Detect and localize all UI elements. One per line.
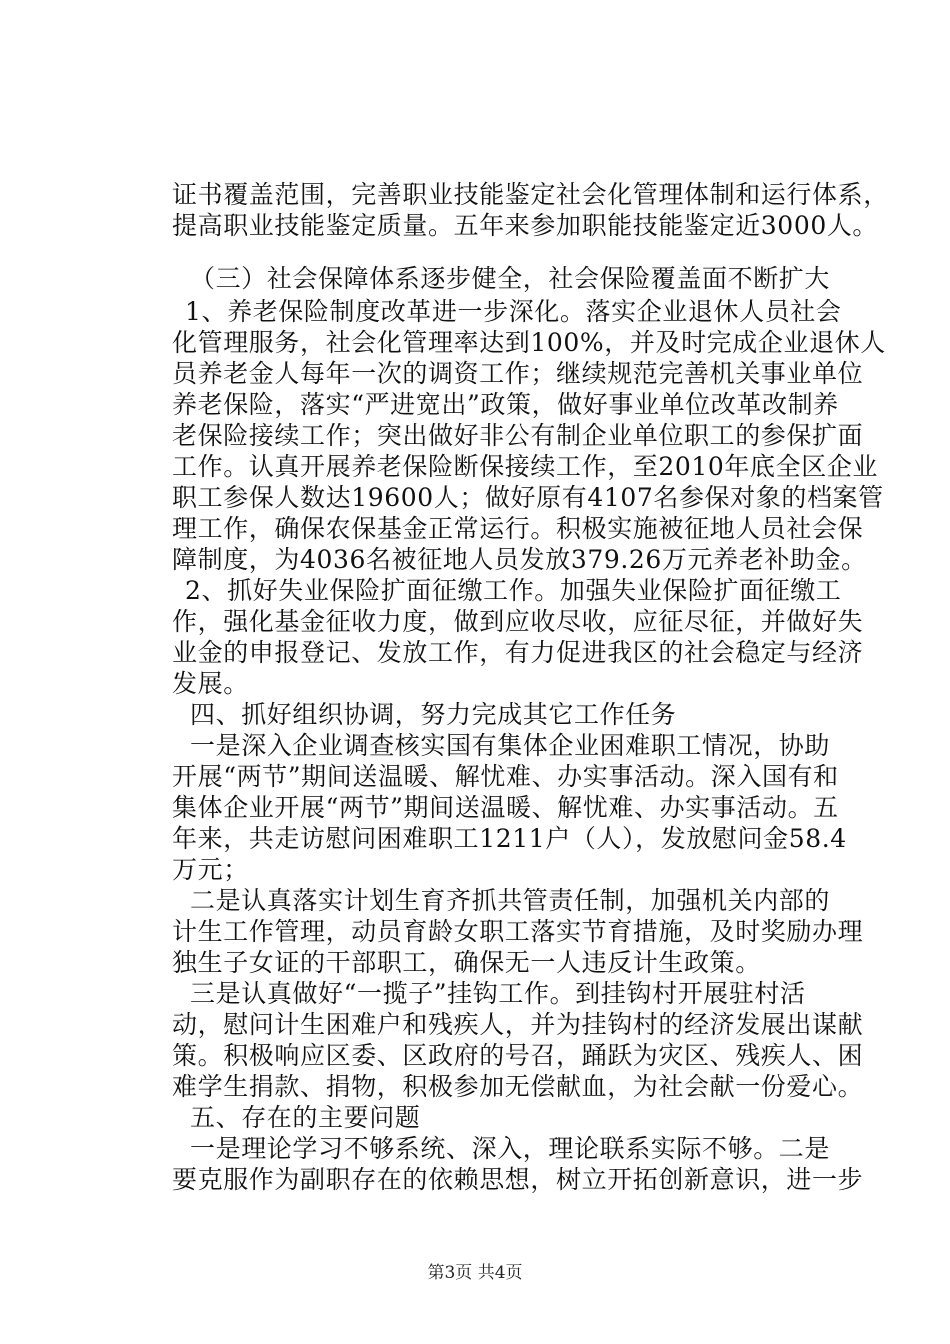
text-line: 1、养老保险制度改革进一步深化。落实企业退休人员社会 [185, 297, 842, 326]
page-number: 第3页 共4页 [427, 1263, 523, 1283]
text-line: 策。积极响应区委、区政府的号召，踊跃为灾区、残疾人、困 [172, 1041, 864, 1070]
text-line: 发展。 [172, 669, 249, 698]
text-line: 养老保险，落实“严进宽出”政策，做好事业单位改革改制养 [172, 390, 839, 419]
text-line: 年来，共走访慰问困难职工1211户（人），发放慰问金58.4 [172, 824, 847, 853]
text-line: 员养老金人每年一次的调资工作；继续规范完善机关事业单位 [172, 359, 864, 388]
text-line: 障制度，为4036名被征地人员发放379.26万元养老补助金。 [172, 545, 867, 574]
text-line: 集体企业开展“两节”期间送温暖、解忧难、办实事活动。五 [172, 793, 839, 822]
text-line: 职工参保人数达19600人；做好原有4107名参保对象的档案管 [172, 483, 884, 512]
text-line: 计生工作管理，动员育龄女职工落实节育措施，及时奖励办理 [172, 917, 864, 946]
text-line: 二是认真落实计划生育齐抓共管责任制，加强机关内部的 [190, 886, 831, 915]
text-line: 化管理服务，社会化管理率达到100%，并及时完成企业退休人 [172, 328, 886, 357]
section-heading: 四、抓好组织协调，努力完成其它工作任务 [190, 700, 677, 729]
text-line: 开展“两节”期间送温暖、解忧难、办实事活动。深入国有和 [172, 762, 839, 791]
text-line: 难学生捐款、捐物，积极参加无偿献血，为社会献一份爱心。 [172, 1072, 864, 1101]
text-line: 一是理论学习不够系统、深入，理论联系实际不够。二是 [190, 1134, 831, 1163]
text-line: 动，慰问计生困难户和残疾人，并为挂钩村的经济发展出谋献 [172, 1010, 864, 1039]
text-line: 理工作，确保农保基金正常运行。积极实施被征地人员社会保 [172, 514, 864, 543]
text-line: 工作。认真开展养老保险断保接续工作，至2010年底全区企业 [172, 452, 879, 481]
text-line: 提高职业技能鉴定质量。五年来参加职能技能鉴定近3000人。 [172, 211, 879, 240]
text-line: 证书覆盖范围，完善职业技能鉴定社会化管理体制和运行体系， [172, 180, 889, 209]
text-line: 要克服作为副职存在的依赖思想，树立开拓创新意识，进一步 [172, 1165, 864, 1194]
text-line: 老保险接续工作；突出做好非公有制企业单位职工的参保扩面 [172, 421, 864, 450]
text-line: 万元； [172, 855, 249, 884]
section-heading: （三）社会保障体系逐步健全，社会保险覆盖面不断扩大 [190, 264, 831, 293]
text-line: 三是认真做好“一揽子”挂钩工作。到挂钩村开展驻村活 [190, 979, 806, 1008]
text-line: 作，强化基金征收力度，做到应收尽收，应征尽征，并做好失 [172, 607, 864, 636]
text-line: 一是深入企业调查核实国有集体企业困难职工情况，协助 [190, 731, 831, 760]
text-line: 业金的申报登记、发放工作，有力促进我区的社会稳定与经济 [172, 638, 864, 667]
section-heading: 五、存在的主要问题 [190, 1103, 421, 1132]
text-line: 独生子女证的干部职工，确保无一人违反计生政策。 [172, 948, 761, 977]
text-line: 2、抓好失业保险扩面征缴工作。加强失业保险扩面征缴工 [185, 576, 842, 605]
